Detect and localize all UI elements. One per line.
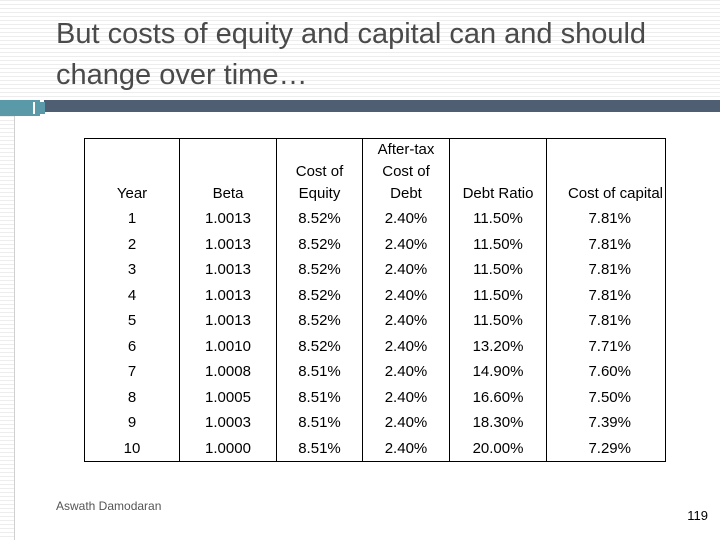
cell-year (85, 308, 180, 334)
cell-cost-of-equity-text: 8.52% (298, 210, 341, 227)
cell-debt-ratio-text: 11.50% (473, 312, 523, 329)
cell-cost-of-equity-text: 8.52% (298, 337, 341, 355)
cell-cost-of-capital (547, 257, 666, 283)
cell-after-tax-cost-of-debt (363, 308, 450, 334)
cell-beta-text: 1.0005 (205, 388, 251, 406)
cell-year (85, 206, 180, 232)
cell-cost-of-capital (547, 232, 666, 258)
cell-beta-text: 1.0010 (205, 337, 251, 355)
cell-debt-ratio (450, 334, 547, 360)
cell-beta (180, 436, 277, 462)
cell-debt-ratio (450, 257, 547, 283)
cell-beta (180, 334, 277, 360)
header-cost-of-capital-text: Cost of capital (567, 185, 663, 202)
cell-after-tax-cost-of-debt (363, 410, 450, 436)
cell-debt-ratio-text: 11.50% (473, 261, 523, 278)
page-number: 119 (687, 508, 708, 523)
cell-cost-of-capital-text: 7.81% (588, 210, 631, 227)
cell-beta-text: 1.0013 (205, 312, 251, 329)
cell-debt-ratio (450, 436, 547, 462)
cell-cost-of-capital-text: 7.81% (588, 235, 631, 253)
cell-cost-of-equity (277, 410, 363, 436)
cell-after-tax-cost-of-debt (363, 359, 450, 385)
cell-after-tax-cost-of-debt-text: 2.40% (384, 235, 428, 253)
cell-debt-ratio-text: 16.60% (472, 388, 524, 406)
cell-cost-of-capital (547, 410, 666, 436)
cell-after-tax-cost-of-debt (363, 283, 450, 309)
cell-beta-text: 1.0003 (205, 414, 251, 431)
header-beta: Beta (180, 139, 277, 207)
table-row (85, 334, 666, 360)
cell-after-tax-cost-of-debt-text: 2.40% (384, 388, 428, 406)
cell-year-text: 7 (127, 363, 137, 380)
cell-after-tax-cost-of-debt-text: 2.40% (384, 414, 428, 431)
cell-cost-of-capital-text: 7.71% (588, 337, 631, 355)
table-body (85, 206, 666, 462)
cost-of-capital-table (84, 138, 666, 462)
cell-cost-of-equity-text: 8.52% (298, 312, 341, 329)
cell-beta (180, 257, 277, 283)
table-row (85, 206, 666, 232)
cell-after-tax-cost-of-debt (363, 206, 450, 232)
cell-year-text: 3 (127, 261, 137, 278)
cell-cost-of-equity (277, 232, 363, 258)
cell-year (85, 385, 180, 411)
cell-debt-ratio (450, 308, 547, 334)
cell-cost-of-equity (277, 308, 363, 334)
title-underline-bar (44, 100, 720, 112)
cell-cost-of-capital (547, 334, 666, 360)
header-cost-of-equity (277, 139, 363, 207)
footer-author: Aswath Damodaran (56, 499, 162, 513)
cell-debt-ratio-text: 11.50% (473, 210, 523, 227)
cell-cost-of-capital-text: 7.50% (588, 388, 631, 406)
cell-cost-of-equity-text: 8.51% (298, 363, 341, 380)
cell-year-text: 8 (127, 388, 137, 406)
cell-year-text: 6 (127, 337, 137, 355)
cell-year (85, 410, 180, 436)
cell-beta (180, 359, 277, 385)
cell-after-tax-cost-of-debt-text: 2.40% (384, 286, 428, 304)
table-header-row (85, 139, 666, 207)
header-debt-ratio: Debt Ratio (450, 139, 547, 207)
slide-title: But costs of equity and capital can and should change over time… (56, 18, 647, 91)
cell-debt-ratio-text: 13.20% (472, 337, 524, 355)
table-row (85, 308, 666, 334)
cell-after-tax-cost-of-debt-text: 2.40% (384, 363, 428, 380)
cell-debt-ratio-text: 18.30% (472, 414, 524, 431)
cell-cost-of-equity-text: 8.52% (298, 286, 341, 304)
cell-debt-ratio (450, 385, 547, 411)
cell-cost-of-capital (547, 283, 666, 309)
cell-after-tax-cost-of-debt (363, 257, 450, 283)
cell-cost-of-equity-text: 8.52% (298, 235, 341, 253)
cell-beta-text: 1.0013 (205, 235, 251, 253)
cell-beta (180, 385, 277, 411)
rail-divider (14, 116, 15, 540)
cell-cost-of-capital-text: 7.81% (588, 261, 631, 278)
cell-cost-of-capital (547, 436, 666, 462)
cell-cost-of-equity (277, 436, 363, 462)
cell-after-tax-cost-of-debt (363, 232, 450, 258)
cell-cost-of-capital (547, 206, 666, 232)
cell-year-text: 10 (123, 439, 141, 457)
cell-beta-text: 1.0013 (205, 286, 251, 304)
cell-cost-of-equity (277, 206, 363, 232)
table-row (85, 257, 666, 283)
cell-debt-ratio (450, 206, 547, 232)
cell-cost-of-capital-text: 7.81% (588, 312, 631, 329)
cell-year (85, 232, 180, 258)
table-row (85, 283, 666, 309)
header-cost-of-capital (547, 139, 666, 207)
cell-beta-text: 1.0008 (205, 363, 251, 380)
cell-cost-of-capital (547, 359, 666, 385)
cell-cost-of-equity (277, 359, 363, 385)
cell-cost-of-equity-text: 8.51% (298, 439, 341, 457)
left-rail-texture (0, 100, 14, 540)
cell-year (85, 436, 180, 462)
header-year: Year (85, 139, 180, 207)
header-after-tax-cost-of-debt-text: After-tax Cost of Debt (377, 141, 435, 202)
table-row (85, 232, 666, 258)
cell-after-tax-cost-of-debt (363, 334, 450, 360)
cell-beta-text: 1.0000 (205, 439, 251, 457)
cell-debt-ratio (450, 410, 547, 436)
cell-cost-of-equity-text: 8.52% (298, 261, 341, 278)
cell-debt-ratio (450, 232, 547, 258)
cell-after-tax-cost-of-debt-text: 2.40% (384, 312, 428, 329)
cell-cost-of-capital-text: 7.29% (588, 439, 631, 457)
cell-after-tax-cost-of-debt-text: 2.40% (384, 261, 428, 278)
cell-year (85, 283, 180, 309)
cell-year-text: 2 (127, 235, 137, 253)
cell-debt-ratio-text: 20.00% (472, 439, 524, 457)
cell-year (85, 257, 180, 283)
cell-beta (180, 206, 277, 232)
cell-debt-ratio (450, 359, 547, 385)
cell-after-tax-cost-of-debt-text: 2.40% (384, 337, 428, 355)
cell-debt-ratio (450, 283, 547, 309)
cell-beta (180, 283, 277, 309)
cell-year-text: 1 (127, 210, 137, 227)
table-row (85, 385, 666, 411)
cell-after-tax-cost-of-debt-text: 2.40% (384, 210, 428, 227)
cell-after-tax-cost-of-debt-text: 2.40% (384, 439, 428, 457)
cell-beta (180, 410, 277, 436)
header-cost-of-equity-text: Cost of Equity (295, 163, 344, 202)
cell-debt-ratio-text: 14.90% (472, 363, 524, 380)
cell-cost-of-equity (277, 334, 363, 360)
cell-year (85, 334, 180, 360)
title-accent-square (33, 102, 45, 114)
table-row (85, 359, 666, 385)
cell-cost-of-equity-text: 8.51% (298, 388, 341, 406)
header-after-tax-cost-of-debt (363, 139, 450, 207)
table-row (85, 410, 666, 436)
cell-cost-of-equity (277, 283, 363, 309)
table-row (85, 436, 666, 462)
cell-cost-of-capital (547, 385, 666, 411)
cell-beta (180, 308, 277, 334)
cell-after-tax-cost-of-debt (363, 385, 450, 411)
cell-cost-of-equity (277, 385, 363, 411)
cell-year-text: 9 (127, 414, 137, 431)
cell-year-text: 5 (127, 312, 137, 329)
cell-cost-of-capital-text: 7.60% (588, 363, 631, 380)
cell-debt-ratio-text: 11.50% (473, 235, 523, 253)
cell-beta-text: 1.0013 (205, 210, 251, 227)
cell-debt-ratio-text: 11.50% (473, 286, 523, 304)
cell-cost-of-equity-text: 8.51% (298, 414, 341, 431)
cell-year (85, 359, 180, 385)
cell-year-text: 4 (127, 286, 137, 304)
cell-beta (180, 232, 277, 258)
cell-cost-of-capital-text: 7.39% (588, 414, 631, 431)
cell-cost-of-capital-text: 7.81% (588, 286, 631, 304)
cell-cost-of-capital (547, 308, 666, 334)
cell-cost-of-equity (277, 257, 363, 283)
cell-after-tax-cost-of-debt (363, 436, 450, 462)
cell-beta-text: 1.0013 (205, 261, 251, 278)
